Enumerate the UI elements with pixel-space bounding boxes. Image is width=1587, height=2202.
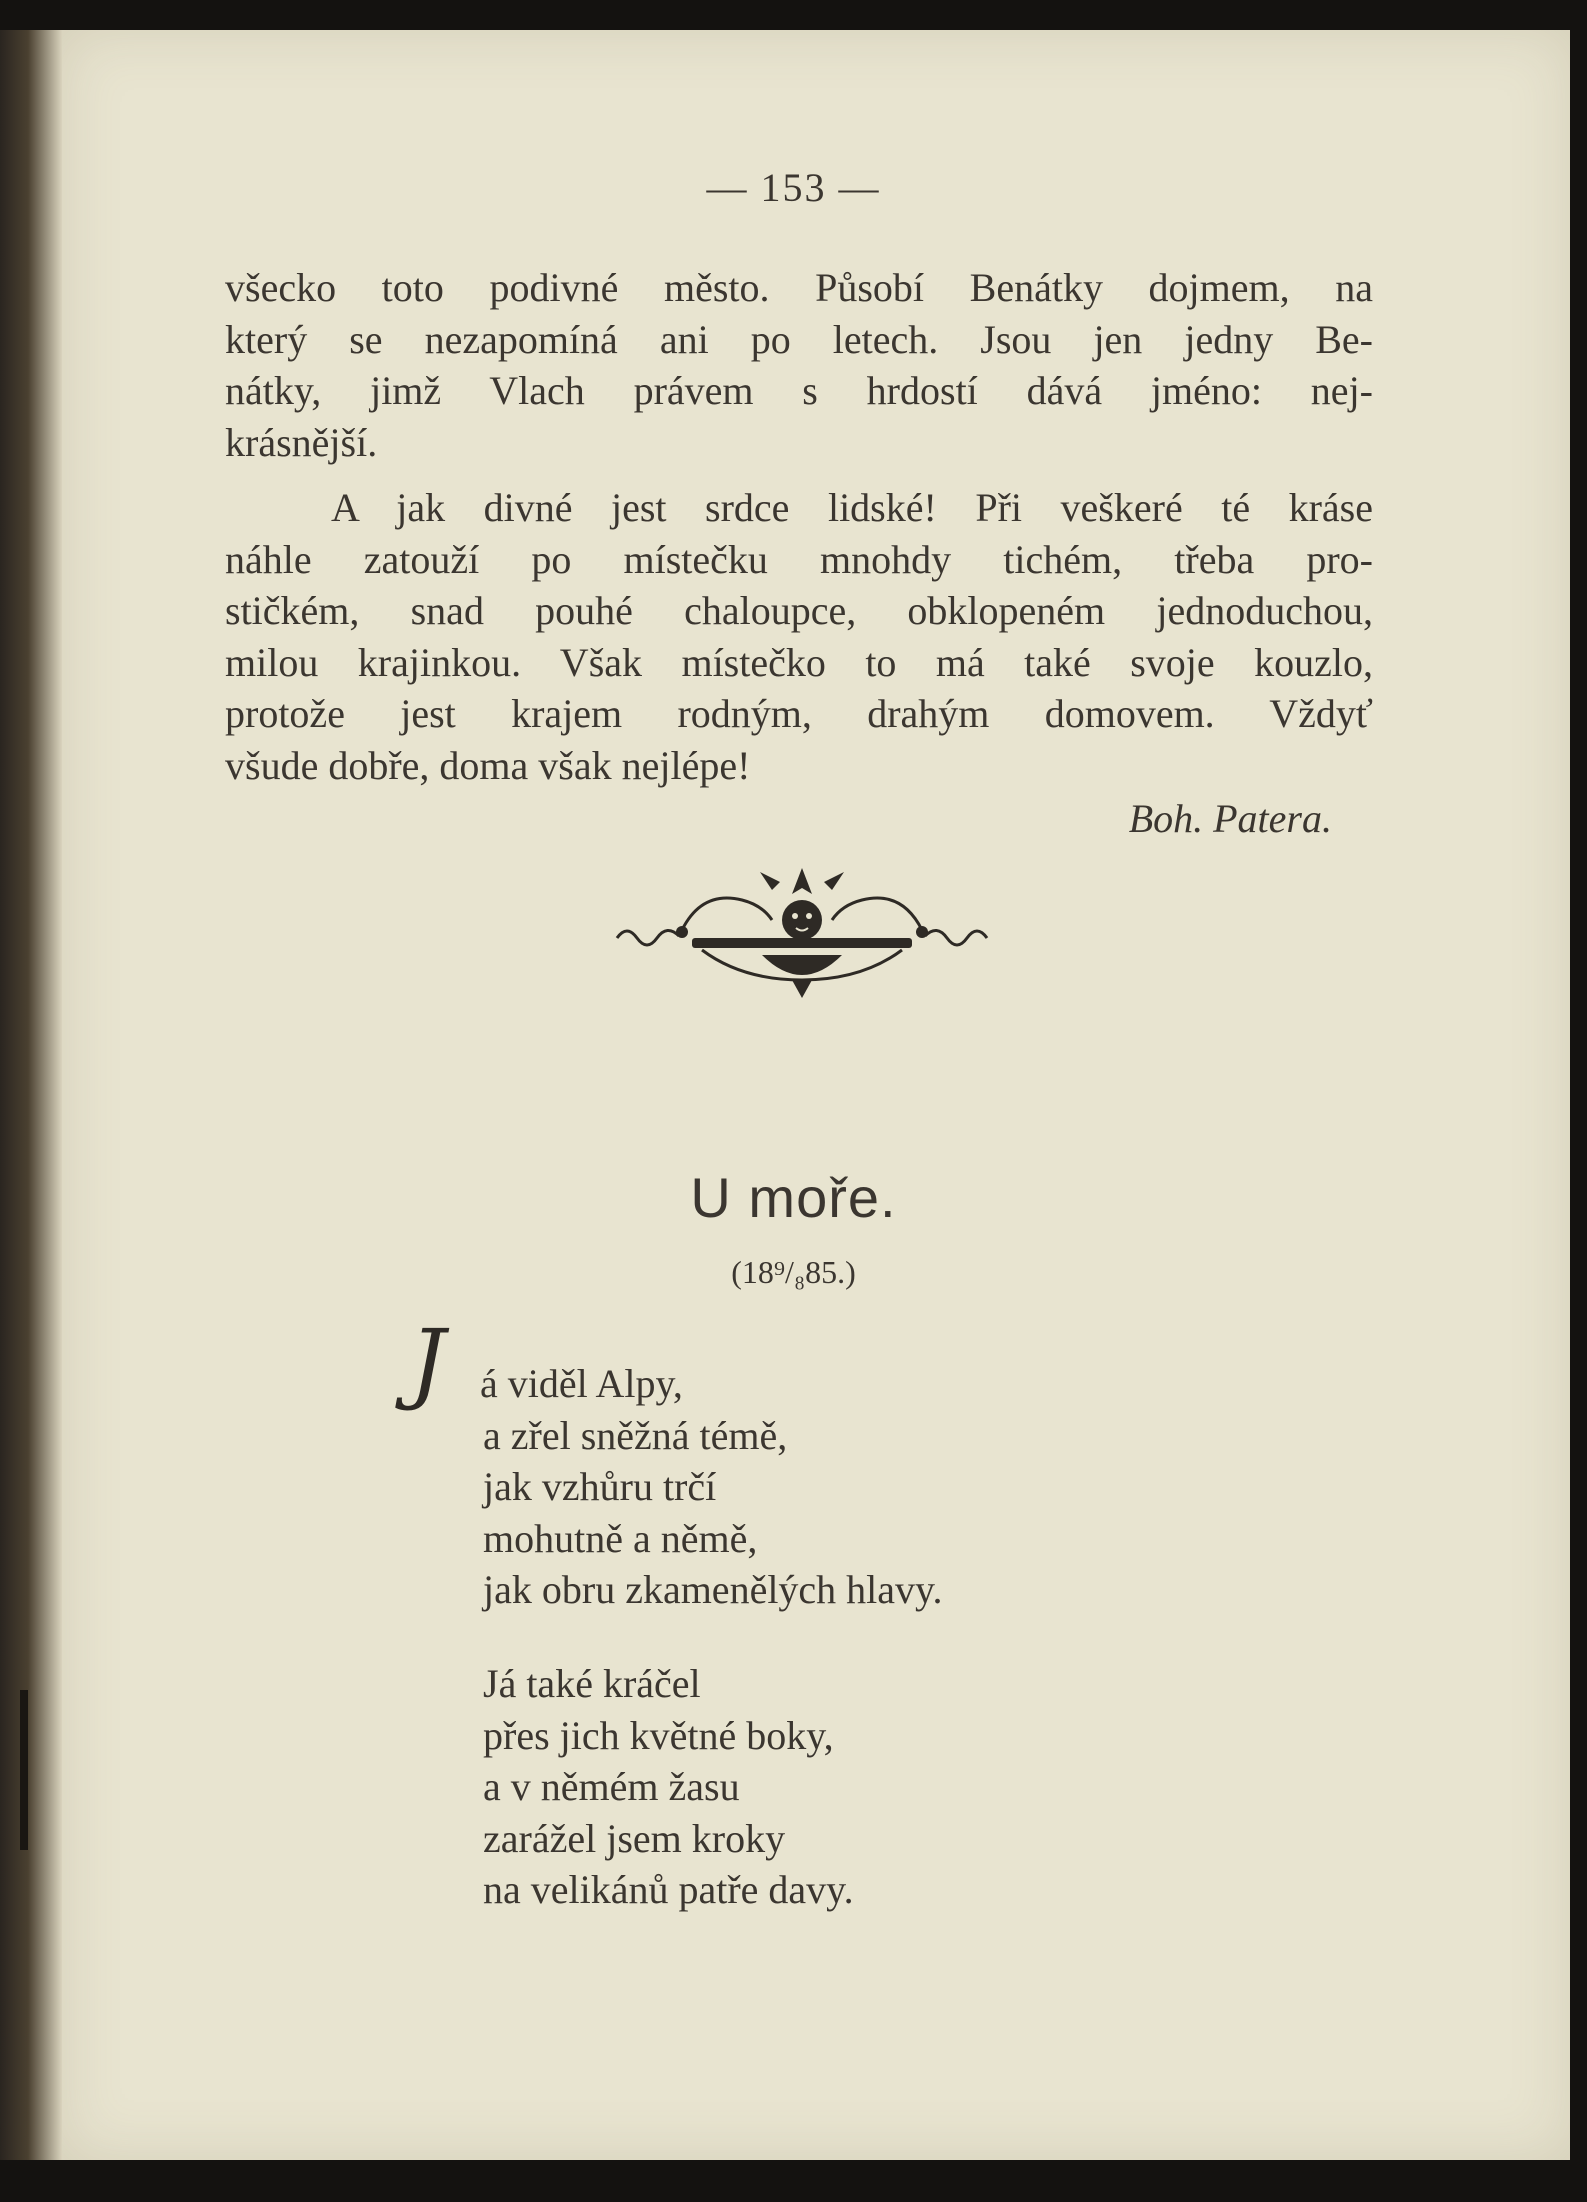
poem-line: a zřel sněžná témě,	[483, 1412, 788, 1458]
prose-paragraph-1	[225, 262, 1373, 468]
prose-paragraph-2	[225, 482, 1373, 791]
prose-line: A jak divné jest srdce lidské! Při veškeré té kráse	[331, 485, 1373, 530]
poem-line: Já také kráčel	[483, 1661, 701, 1706]
poem-line: jak obru zkamenělých hlavy.	[483, 1567, 943, 1612]
prose-line: nátky, jimž Vlach právem s hrdostí dává jméno: nej-	[225, 368, 1373, 413]
prose-line: všude dobře, doma však nejlépe!	[225, 742, 751, 788]
poem-line: a v němém žasu	[483, 1764, 740, 1809]
poem-title: U moře.	[690, 1166, 897, 1229]
poem-stanza-1	[480, 1358, 943, 1616]
poem-line: á viděl Alpy,	[480, 1361, 683, 1406]
prose-line: krásnější.	[225, 419, 378, 465]
author-signature: Boh. Patera.	[1128, 796, 1332, 841]
prose-line: milou krajinkou. Však místečko to má také svoje kouzlo,	[225, 639, 1373, 685]
poem-line: mohutně a němě,	[483, 1515, 758, 1561]
prose-line: všecko toto podivné město. Působí Benátky dojmem, na	[225, 265, 1373, 310]
poem-line: na velikánů patře davy.	[483, 1867, 854, 1912]
book-gutter	[0, 30, 62, 2160]
decorative-vignette-ornament	[612, 860, 992, 1000]
poem-line: jak vzhůru trčí	[483, 1464, 717, 1509]
poem-line: zarážel jsem kroky	[483, 1815, 786, 1861]
poem-line: přes jich květné boky,	[483, 1712, 834, 1758]
prose-line: náhle zatouží po místečku mnohdy tichém, třeba pro-	[225, 536, 1373, 582]
page-number: — 153 —	[706, 165, 881, 210]
prose-line: protože jest krajem rodným, drahým domovem. Vždyť	[225, 691, 1373, 736]
spine-mark	[20, 1690, 28, 1850]
prose-line: stičkém, snad pouhé chaloupce, obklopeném jednoduchou,	[225, 588, 1373, 633]
poem-date: (18⁹/₈85.)	[731, 1254, 856, 1290]
prose-line: který se nezapomíná ani po letech. Jsou jen jedny Be-	[225, 316, 1373, 362]
poem-drop-cap: J	[410, 1310, 446, 1413]
poem-stanza-2	[483, 1658, 854, 1916]
